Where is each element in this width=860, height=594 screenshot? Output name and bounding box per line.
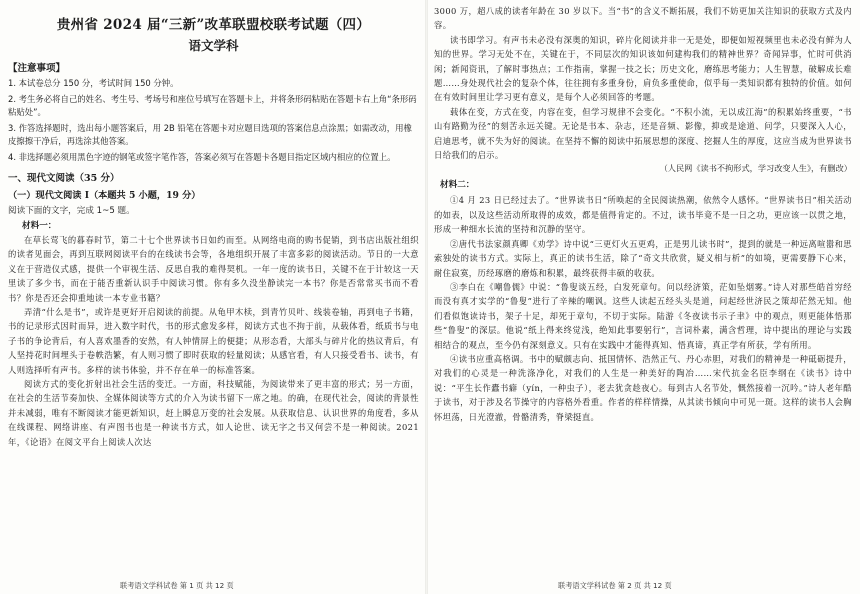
- right-page: [428, 0, 860, 594]
- left-page: [0, 0, 425, 594]
- source-citation: （人民网《读书不拘形式，学习改变人生》，有删改）: [659, 163, 852, 174]
- paragraph: ②唐代书法家颜真卿《劝学》诗中说“三更灯火五更鸡，正是男儿读书时”，提到的就是一种远离喧嚣和思索独处的读书方式。实际上，真正的读书生活，除了“奇文共欣赏，疑义相与析”的如境，更需要静下心来，耐住寂寞，历经琢磨的磨炼和积累，最终获得丰硕的收获。: [434, 238, 852, 278]
- exam-subtitle: 语文学科: [188, 38, 239, 53]
- paragraph: 3000 万，超八成的读者年龄在 30 岁以下。当“书”的含义不断拓展，我们不妨更加关注知识的获取方式及内容。: [434, 6, 852, 31]
- reading-instruction: 阅读下面的文字，完成 1~5 题。: [8, 206, 135, 216]
- exam-title: 贵州省 2024 届“三新”改革联盟校联考试题（四）: [56, 17, 371, 33]
- paragraph: 载体在变，方式在变，内容在变，但学习规律不会变化。“不积小流，无以成江海”的积累始终重要，“书山有路勤为径”的刻苦永远关键。无论是书本、杂志，还是音频、影像，抑或是途道、问学，只要深入人心，启迪思考，就不失为好的阅读。在坚持不懈的阅读中拓展思想的深度、挖掘人生的厚度，这应当成为世界读书日给我们的启示。: [434, 106, 852, 161]
- page-footer: 联考语文学科试卷 第 2 页 共 12 页: [558, 581, 672, 590]
- section-heading: 一、现代文阅读（35 分）: [8, 173, 120, 184]
- paragraph: 弄清“什么是书”，或许是更好开启阅读的前提。从龟甲木椟，到青竹贝叶、线装卷轴，再到电子书籍，书的记录形式因时而异，进入数字时代，书的形式愈发多样，阅读方式也不拘于前，从载体看，纸质书与电子书的争论背后，有人喜欢墨香的安然，有人钟情屏上的便捷；从形态看，大部头与碎片化的热议背后，有人坚持花时间埋头于卷帙浩繁，有人则习惯了即时获取的轻量阅读；从感官看，有人只接受看书、读书，有人则选择听有声书。多样的读书体验，并不存在单一的标准答案。: [8, 307, 419, 375]
- notice-item-1: 1. 本试卷总分 150 分，考试时间 150 分钟。: [8, 78, 179, 88]
- paragraph: ③李白在《嘲鲁儒》中说：“鲁叟谈五经，白发死章句。问以经济策，茫如坠烟雾。”诗人对那些皓首穷经而没有真才实学的“鲁叟”进行了辛辣的嘲讽。这些人读起五经头头是道，问起经世济民之策却茫然无知。他们看似饱读诗书，架子十足，却死于章句，不切于实际。陆游《冬夜读书示子聿》中的观点，则更能体悟那些“鲁叟”的深层。他说“纸上得来终觉浅，绝知此事要躬行”，言词朴素，满含哲理，诗中提出的理论与实践相结合的观点，至今仍有深刻意义。只有在实践中才能得真知、悟真谛，真正学有所获，学有所用。: [434, 281, 852, 350]
- paragraph: ①4 月 23 日已经过去了。“世界读书日”所唤起的全民阅读热潮，依然令人感怀。“世界读书日”相关活动的如表，以及这些活动所取得的成效，都是值得肯定的。不过，读书毕竟不是一日之功，更应该一以贯之地，形成一种细水长流的坚持和沉静的坚守。: [434, 195, 852, 235]
- notice-item-3: 3. 作答选择题时，选出每小题答案后，用 2B 铅笔在答题卡对应题目选项的答案信息点涂黑；如需改动，用橡皮擦擦干净后，再选涂其他答案。: [8, 123, 412, 146]
- notice-item-4: 4. 非选择题必须用黑色字迹的钢笔或签字笔作答，答案必须写在答题卡各题目指定区域内相应的位置上。: [8, 152, 396, 162]
- material-two-label: 材料二：: [440, 180, 475, 191]
- material-one-label: 材料一：: [22, 221, 57, 231]
- notice-heading: 【注意事项】: [8, 63, 66, 74]
- paragraph: ④读书应重高格调。书中的赋颇志向、抵国情怀、浩然正气、丹心赤胆，对我们的精神是一种砥砺提升，对我们的心灵是一种洗涤净化，对我们的人生是一种美好的陶冶……宋代抗金名臣李纲在《读书》诗中说：“平生长作蠹书癖（yín，一种虫子），老去犹贪趁夜心。每到古人名节处，慨然接着一沉吟。”诗人老年酷于读书，对于涉及名节操守的内容格外看重。作者的样样情操，从其读书倾向中可见一斑。这样的读书人会胸怀坦荡，日光澄澈，骨骼清秀，脊梁挺直。: [434, 353, 852, 422]
- paragraph: 读书即学习。有声书未必没有深奥的知识，碎片化阅读并非一无是处，即便如短视频里也未必没有鲜为人知的世界。学习无处不在，关键在于，不同层次的知识该如何建构我们的精神世界？奇闻异事，忙时可供消闲；新闻资讯，了解时事热点；工作指南，掌握一技之长；历史文化，磨练思考能力；人生智慧，破解成长难题……身处现代社会的复杂个体，往往拥有多重身份，肩负多重使命，似乎每一类知识都有独特的价值。如何在有效时间里让学习更有意义，是每个人必须回答的考题。: [434, 34, 852, 103]
- notice-item-2: 2. 考生务必将自己的姓名、考生号、考场号和座位号填写在答题卡上，并将条形码粘贴在答题卡右上角“条形码粘贴处”。: [8, 94, 417, 117]
- paragraph: 阅读方式的变化折射出社会生活的变迁。一方面，科技赋能，为阅读带来了更丰富的形式；另一方面，在社会的生活节奏加快、全媒体阅读等方式的介入为读书留下一席之地。的确，在现代社会，阅读的背景性并未减弱，唯有不断阅读才能更新知识，赶上瞬息万变的社会发展。从获取信息、认识世界的角度看，多从在线课程、网络讲座、有声图书也是一种读书方式，如人论世、读无字之书又何尝不是一种阅读。2021 年，《论语》在阅文平台上阅读人次达: [8, 379, 419, 447]
- paragraph: 在草长莺飞的暮春时节，第二十七个世界读书日如约而至。从网络电商的购书促销，到书店出版社组织的读者见面会，再到互联网阅读平台的在线读书会等，各地组织开展了丰富多彩的阅读活动。节日的一大意义在于营造仪式感，提供一个审视生活、反思自我的难得契机。一年一度的读书日，关键不在于计较这一天里读了多少书，而在于能否重新认识手中阅读习惯。你有多久没坐静读完一本书？你是否常常买书而不看书？你是否还会抑重地读一本专业书籍？: [8, 235, 419, 303]
- page-footer: 联考语文学科试卷 第 1 页 共 12 页: [120, 581, 234, 590]
- subsection-heading: （一）现代文阅读 Ⅰ（本题共 5 小题，19 分）: [8, 190, 201, 201]
